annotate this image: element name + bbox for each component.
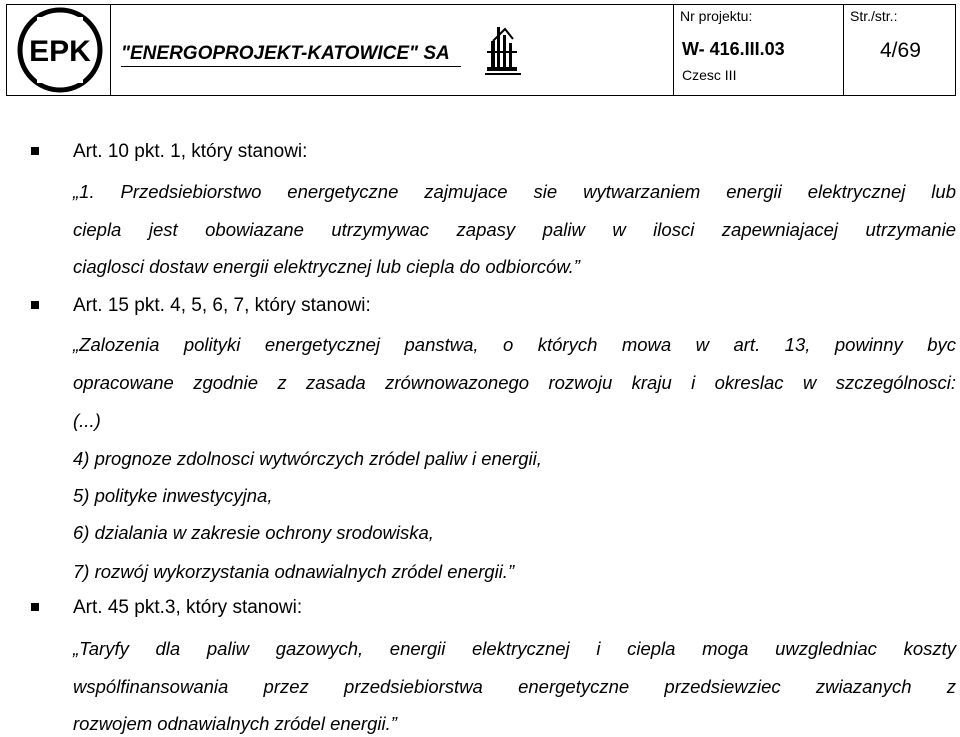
art10-line: „1. Przedsiebiorstwo energetyczne zajmujace sie wytwarzaniem energii elektrycznej lub: [73, 181, 956, 202]
document-header: [6, 4, 956, 96]
emblem-cell: [473, 5, 533, 95]
page-number: 4/69: [880, 39, 921, 62]
project-number: W- 416.III.03: [682, 39, 785, 59]
epk-logo-icon: [17, 7, 103, 93]
art15-line: 6) dzialania w zakresie ochrony srodowiska,: [73, 522, 434, 543]
art45-heading: Art. 45 pkt.3, który stanowi:: [73, 597, 303, 618]
page-cell: [843, 5, 955, 95]
company-underline: [121, 66, 461, 67]
art15-line: opracowane zgodnie z zasada zrównowazonego rozwoju kraju i okreslac w szczególnosci:: [73, 372, 956, 393]
art45-line: „Taryfy dla paliw gazowych, energii elektrycznej i ciepla moga uwzgledniac koszty: [73, 638, 956, 659]
logo-text: EPK: [29, 35, 91, 68]
company-name: "ENERGOPROJEKT-KATOWICE" SA: [121, 43, 450, 64]
art15-line: 4) prognoze zdolnosci wytwórczych zródel paliw i energii,: [73, 448, 542, 469]
logo-cell: [7, 5, 111, 95]
art10-heading: Art. 10 pkt. 1, który stanowi:: [73, 141, 308, 162]
art15-line: 5) polityke inwestycyjna,: [73, 485, 273, 506]
bullet-icon: [31, 147, 39, 155]
building-emblem-icon: [483, 21, 523, 79]
art15-line: 7) rozwój wykorzystania odnawialnych zródel energii.”: [73, 561, 515, 582]
art10-line: ciepla jest obowiazane utrzymywac zapasy paliw w ilosci zapewniajacej utrzymanie: [73, 219, 956, 240]
art45-line: rozwojem odnawialnych zródel energii.”: [73, 713, 397, 734]
art15-line: (...): [73, 410, 101, 431]
art15-line: „Zalozenia polityki energetycznej panstwa, o których mowa w art. 13, powinny byc: [73, 334, 956, 355]
project-cell: [673, 5, 843, 95]
art45-line: wspólfinansowania przez przedsiebiorstwa energetyczne przedsiewziec zwiazanych z: [73, 676, 956, 697]
project-part: Czesc III: [682, 67, 737, 83]
company-cell: [111, 5, 473, 95]
art15-heading: Art. 15 pkt. 4, 5, 6, 7, który stanowi:: [73, 295, 371, 316]
project-label: Nr projektu:: [680, 8, 753, 24]
page-label: Str./str.:: [850, 8, 898, 24]
bullet-icon: [31, 603, 39, 611]
bullet-icon: [31, 301, 39, 309]
art10-line: ciaglosci dostaw energii elektrycznej lub ciepla do odbiorców.”: [73, 256, 580, 277]
